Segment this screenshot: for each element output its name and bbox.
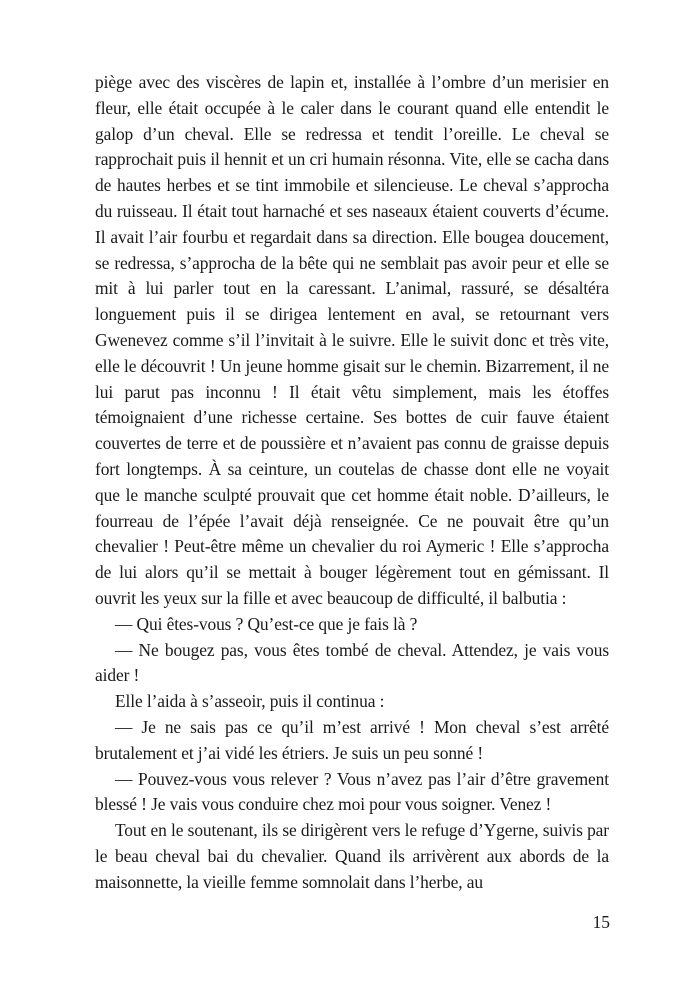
paragraph-narrative-3: Tout en le soutenant, ils se dirigèrent vers le refuge d’Ygerne, suivis par le beau cheval bai du chevalier. Quand ils arrivèrent aux abords de la maisonnette, la vieille femme somnolait dans l’herbe, au	[95, 820, 609, 892]
page-text-block	[95, 70, 609, 896]
paragraph-narrative-2: Elle l’aida à s’asseoir, puis il continua :	[115, 691, 385, 712]
paragraph-narrative-1: piège avec des viscères de lapin et, installée à l’ombre d’un merisier en fleur, elle était occupée à le caler dans le courant quand elle entendit le galop d’un cheval. Elle se redressa et tendit l’oreille. Le cheval se rapprochait puis il hennit et un cri humain résonna. Vite, elle se cacha dans de hautes herbes et se tint immobile et silencieuse. Le cheval s’approcha du ruisseau. Il était tout harnaché et ses naseaux étaient couverts d’écume. Il avait l’air fourbu et regardait dans sa direction. Elle bougea doucement, se redressa, s’approcha de la bête qui ne semblait pas avoir peur et elle se mit à lui parler tout en la caressant. L’animal, rassuré, se désaltéra longuement puis il se dirigea lentement en aval, se retournant vers Gwenevez comme s’il l’invitait à le suivre. Elle le suivit donc et très vite, elle le découvrit ! Un jeune homme gisait sur le chemin. Bizarrement, il ne lui parut pas inconnu ! Il était vêtu simplement, mais les étoffes témoignaient d’une richesse certaine. Ses bottes de cuir fauve étaient couvertes de terre et de poussière et n’avaient pas connu de graisse depuis fort longtemps. À sa ceinture, un coutelas de chasse dont elle ne voyait que le manche sculpté prouvait que cet homme était noble. D’ailleurs, le fourreau de l’épée l’avait déjà renseignée. Ce ne pouvait être qu’un chevalier ! Peut-être même un chevalier du roi Aymeric ! Elle s’approcha de lui alors qu’il se mettait à bouger légèrement tout en gémissant. Il ouvrit les yeux sur la fille et avec beaucoup de difficulté, il balbutia :	[95, 72, 609, 608]
dialogue-line-1: — Qui êtes-vous ? Qu’est-ce que je fais là ?	[115, 613, 418, 634]
dialogue-line-4: — Pouvez-vous vous relever ? Vous n’avez pas l’air d’être gravement blessé ! Je vais vous conduire chez moi pour vous soigner. Venez !	[95, 768, 609, 815]
dialogue-line-3: — Je ne sais pas ce qu’il m’est arrivé ! Mon cheval s’est arrêté brutalement et j’ai vidé les étriers. Je suis un peu sonné !	[95, 716, 609, 763]
page-number: 15	[592, 912, 610, 932]
dialogue-line-2: — Ne bougez pas, vous êtes tombé de cheval. Attendez, je vais vous aider !	[95, 639, 609, 686]
